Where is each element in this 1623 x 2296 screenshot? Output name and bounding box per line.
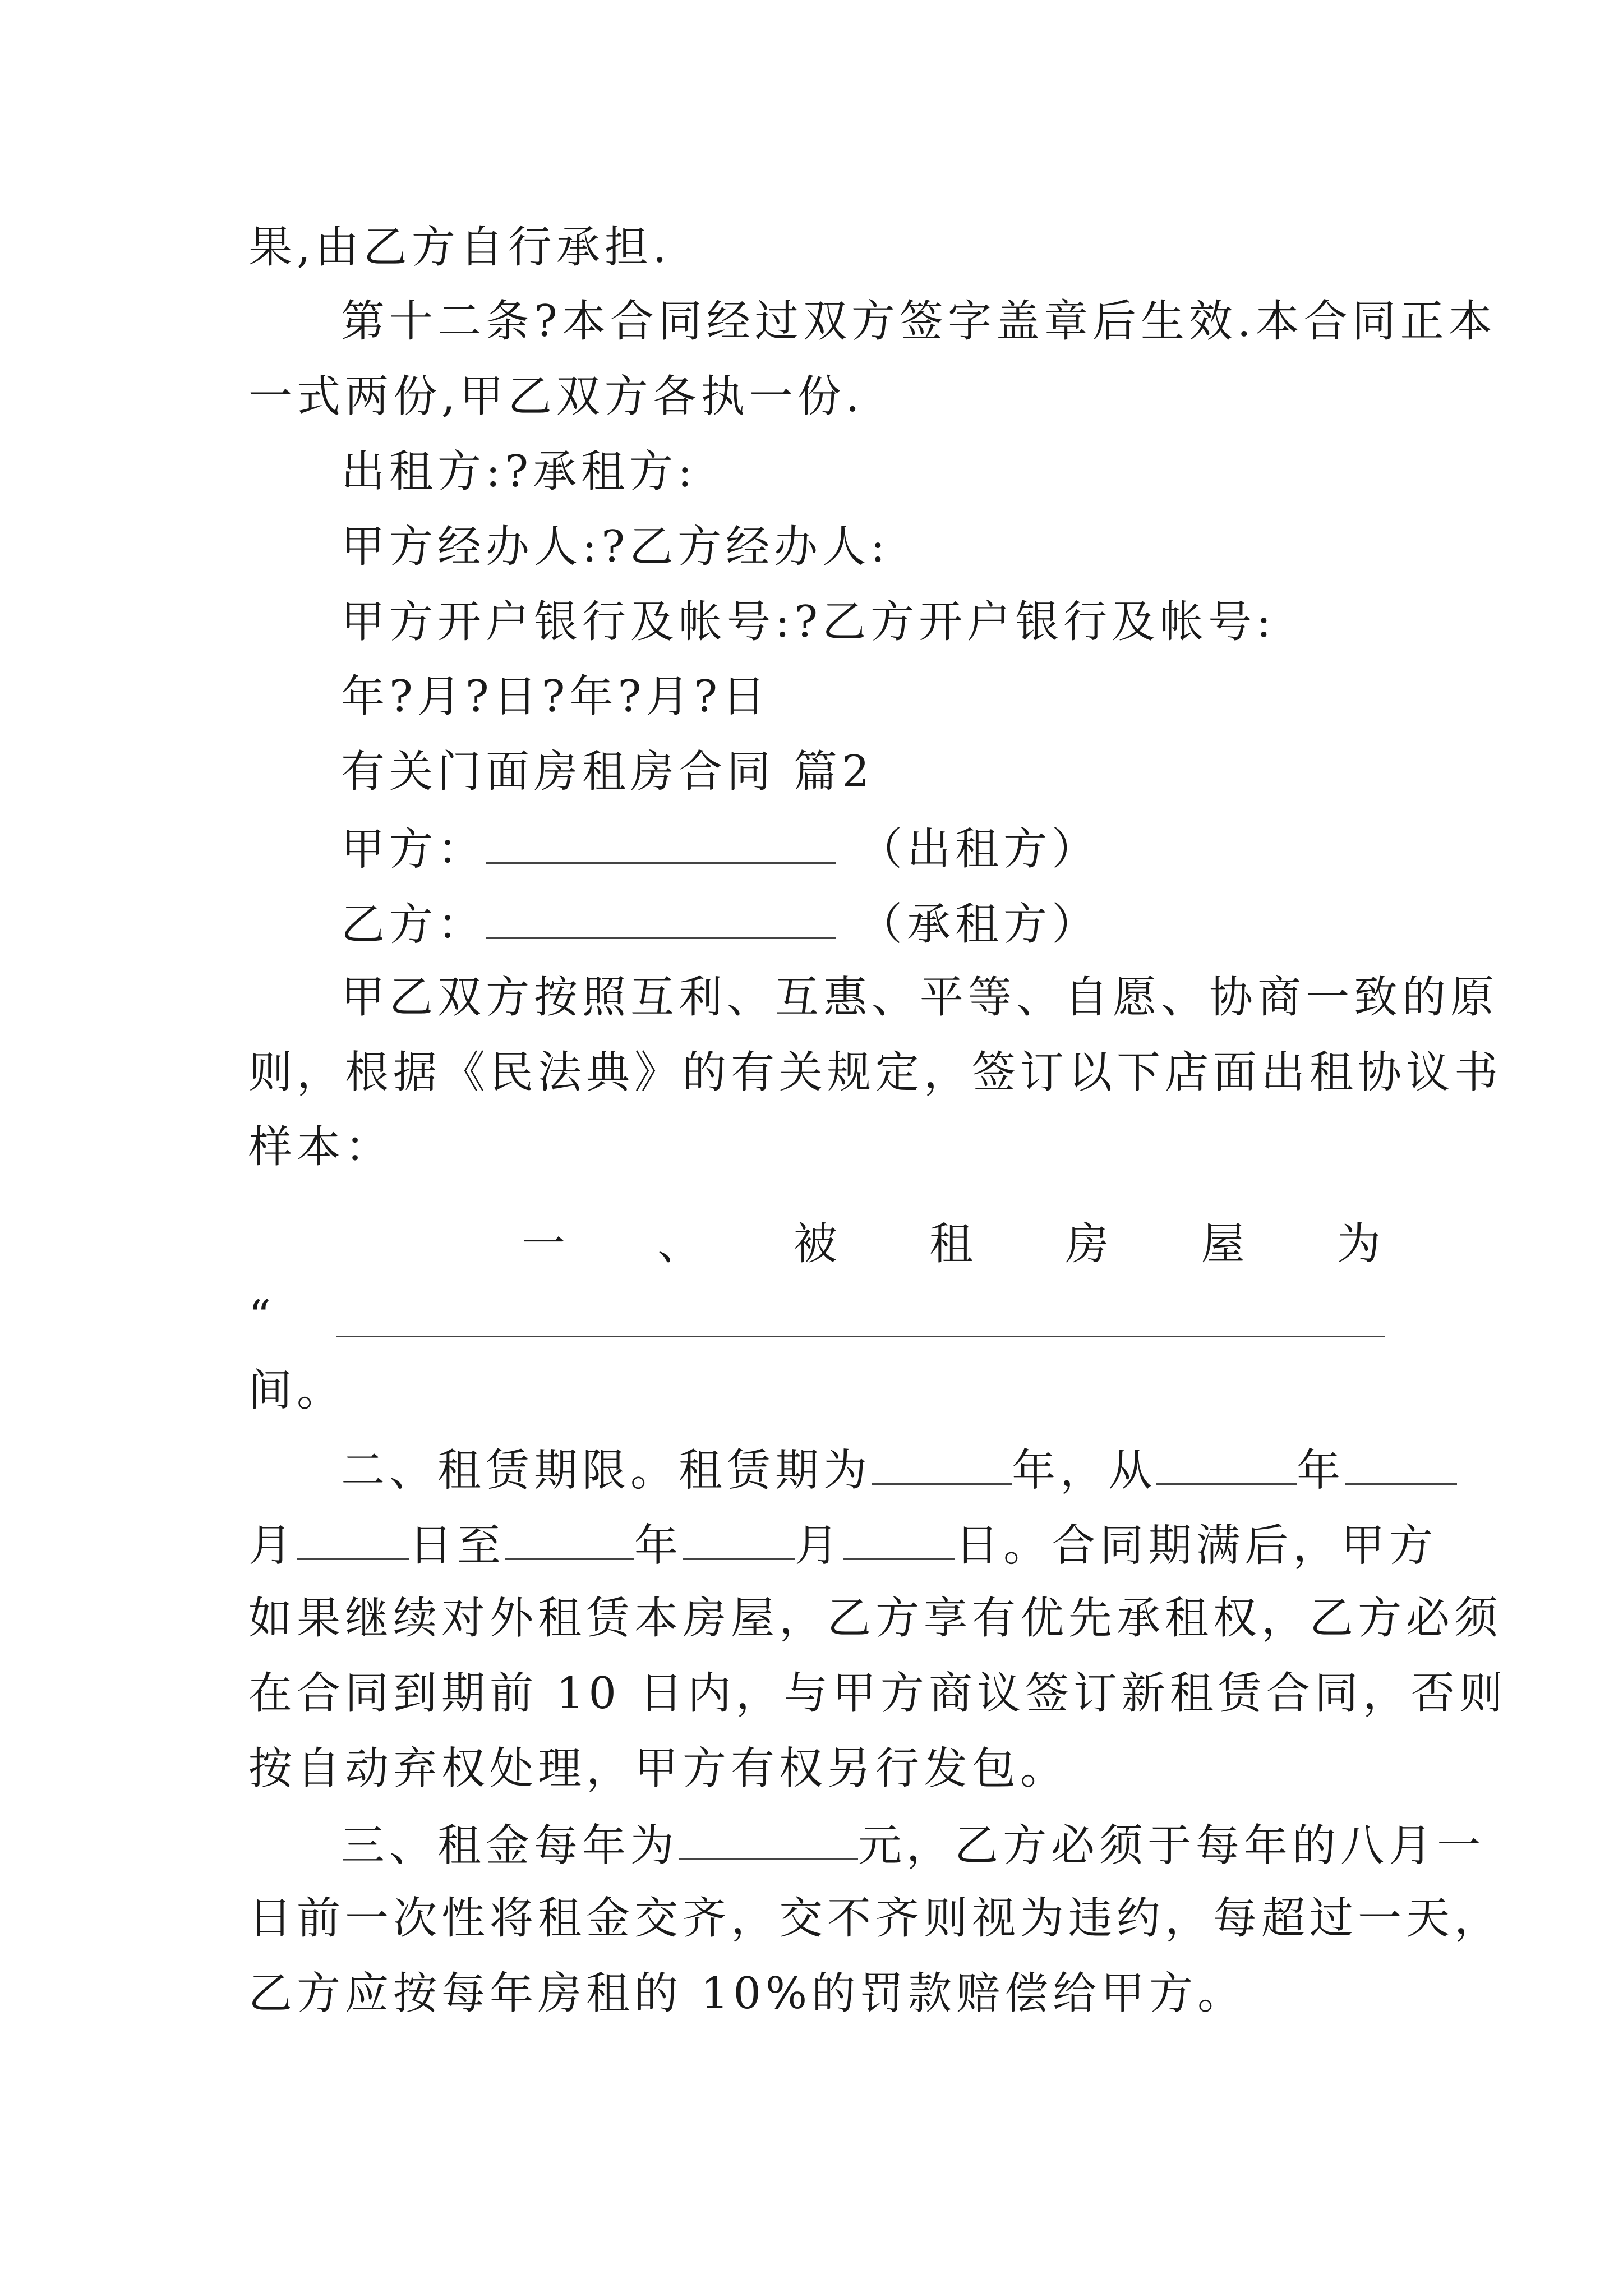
clause-two-line-2: [248, 1520, 1438, 1571]
text-fragment: 年: [1297, 1445, 1345, 1496]
start-year-blank: [1156, 1446, 1297, 1485]
text-line: 如果继续对外租赁本房屋，乙方享有优先承租权，乙方必须: [248, 1593, 1503, 1644]
text-line: 日前一次性将租金交齐，交不齐则视为违约，每超过一天，: [248, 1893, 1503, 1944]
text-line: 甲乙双方按照互利、互惠、平等、自愿、协商一致的原: [341, 972, 1499, 1023]
text-line: 甲方经办人:?乙方经办人:: [341, 522, 890, 572]
text-line: 则，根据《民法典》的有关规定，签订以下店面出租协议书: [248, 1047, 1503, 1098]
annual-rent-blank: [679, 1821, 858, 1860]
clause-two-line-1: [341, 1445, 1457, 1496]
end-month-blank: [683, 1521, 795, 1560]
clause-one-char: 、: [657, 1219, 706, 1269]
text-line: 果,由乙方自行承担.: [248, 222, 671, 273]
text-line: 样本：: [248, 1122, 394, 1172]
text-fragment: 日至: [409, 1520, 506, 1571]
text-line: 间。: [248, 1365, 345, 1416]
term-years-blank: [872, 1446, 1012, 1485]
quote-mark: “: [248, 1291, 275, 1342]
text-fragment: 元，乙方必须于每年的八月一: [858, 1820, 1486, 1871]
text-fragment: 年，从: [1012, 1445, 1157, 1496]
text-line: 年?月?日?年?月?日: [341, 671, 771, 722]
party-b-blank: [486, 900, 836, 939]
clause-one-heading: [522, 1219, 1385, 1269]
text-line: 第十二条?本合同经过双方签字盖章后生效.本合同正本: [341, 296, 1497, 347]
section-heading: 有关门面房租房合同 篇2: [341, 747, 874, 797]
text-line: 出租方:?承租方:: [341, 447, 697, 497]
text-line: 按自动弃权处理，甲方有权另行发包。: [248, 1743, 1069, 1794]
text-line: 一式两份,甲乙双方各执一份.: [248, 371, 864, 422]
text-fragment: 三、租金每年为: [341, 1820, 679, 1871]
text-line: 在合同到期前 10 日内，与甲方商议签订新租赁合同，否则: [248, 1668, 1507, 1719]
long-blank-line: [336, 1336, 1385, 1337]
end-day-blank: [843, 1521, 955, 1560]
clause-one-char: 被: [793, 1219, 842, 1269]
text-fragment: 日。合同期满后，甲方: [955, 1520, 1438, 1571]
clause-one-char: 房: [1065, 1219, 1114, 1269]
clause-one-char: 租: [929, 1219, 978, 1269]
clause-three-line-1: [341, 1820, 1486, 1871]
party-b-line: [341, 899, 1100, 950]
text-line: 乙方应按每年房租的 10%的罚款赔偿给甲方。: [248, 1968, 1246, 2019]
clause-one-char: 屋: [1201, 1219, 1249, 1269]
party-a-blank: [486, 825, 836, 864]
party-a-line: [341, 824, 1100, 875]
text-fragment: 二、租赁期限。租赁期为: [341, 1445, 872, 1496]
text-line: 甲方开户银行及帐号:?乙方开户银行及帐号:: [341, 597, 1276, 647]
start-month-blank: [1345, 1446, 1457, 1485]
text-fragment: 年: [634, 1520, 683, 1571]
end-year-blank: [505, 1521, 634, 1560]
party-a-label: 甲方：: [341, 824, 486, 875]
party-b-role: （承租方）: [859, 899, 1100, 950]
start-day-blank: [297, 1521, 409, 1560]
clause-one-char: 一: [522, 1219, 570, 1269]
text-fragment: 月: [795, 1520, 843, 1571]
party-a-role: （出租方）: [859, 824, 1100, 875]
text-fragment: 月: [248, 1520, 297, 1571]
clause-one-char: 为: [1336, 1219, 1385, 1269]
party-b-label: 乙方：: [341, 899, 486, 950]
